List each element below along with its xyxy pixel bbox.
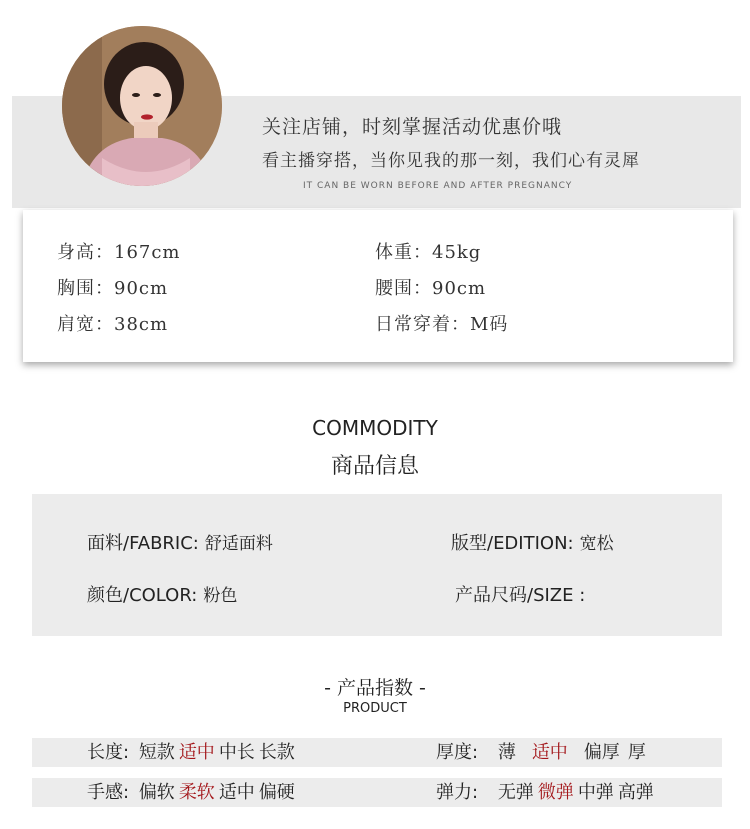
weight-measure: 体重：45kg: [375, 242, 482, 263]
elasticity-option: 微弹: [537, 782, 574, 803]
thickness-option: 厚: [627, 742, 646, 763]
thickness-label: 厚度:: [436, 742, 479, 763]
color-info: [87, 581, 237, 607]
feel-option: 偏软: [138, 782, 175, 803]
edition-label: 版型/EDITION:: [451, 533, 574, 554]
slogan-line-2: 看主播穿搭，当你见我的那一刻，我们心有灵犀: [262, 151, 640, 171]
product-index-title-en: PRODUCT: [343, 701, 407, 716]
commodity-info-panel: [32, 494, 722, 636]
waist-measure: 腰围：90cm: [375, 278, 487, 299]
edition-info: [451, 529, 614, 555]
length-option: 短款: [138, 742, 175, 763]
length-option: 长款: [258, 742, 295, 763]
fabric-info: [87, 529, 273, 555]
edition-value: 宽松: [579, 534, 614, 554]
feel-option: 适中: [218, 782, 255, 803]
feel-label: 手感:: [87, 782, 130, 803]
feel-option: 偏硬: [258, 782, 295, 803]
product-index-title-cn: - 产品指数 -: [324, 677, 426, 699]
model-avatar: [62, 26, 222, 186]
daily-size: 日常穿着：M码: [375, 314, 509, 335]
elasticity-label: 弹力:: [436, 782, 479, 803]
height-measure: 身高：167cm: [57, 242, 181, 263]
elasticity-option: 高弹: [617, 782, 654, 803]
length-option: 中长: [218, 742, 255, 763]
fabric-value: 舒适面料: [204, 534, 273, 554]
commodity-title-cn: 商品信息: [330, 454, 419, 479]
thickness-option: 适中: [531, 742, 568, 763]
length-option: 适中: [178, 742, 215, 763]
elasticity-index: [436, 778, 658, 807]
model-photo-illustration: [62, 26, 222, 186]
thickness-index: [436, 738, 650, 767]
feel-option: 柔软: [178, 782, 215, 803]
length-label: 长度:: [87, 742, 130, 763]
feel-index: [87, 778, 299, 807]
size-label: 产品尺码/SIZE :: [455, 585, 586, 606]
fabric-label: 面料/FABRIC:: [87, 533, 199, 554]
color-value: 粉色: [203, 586, 238, 606]
color-label: 颜色/COLOR:: [87, 585, 198, 606]
bust-measure: 胸围：90cm: [57, 278, 169, 299]
shoulder-measure: 肩宽：38cm: [57, 314, 169, 335]
thickness-option: 薄: [497, 742, 516, 763]
elasticity-option: 无弹: [497, 782, 534, 803]
slogan-english: IT CAN BE WORN BEFORE AND AFTER PREGNANCY: [303, 181, 573, 191]
thickness-option: 偏厚: [583, 742, 620, 763]
size-info: [455, 581, 591, 607]
elasticity-option: 中弹: [577, 782, 614, 803]
slogan-line-1: 关注店铺，时刻掌握活动优惠价哦: [262, 116, 563, 138]
commodity-title-en: COMMODITY: [312, 416, 438, 440]
length-index: [87, 738, 299, 767]
